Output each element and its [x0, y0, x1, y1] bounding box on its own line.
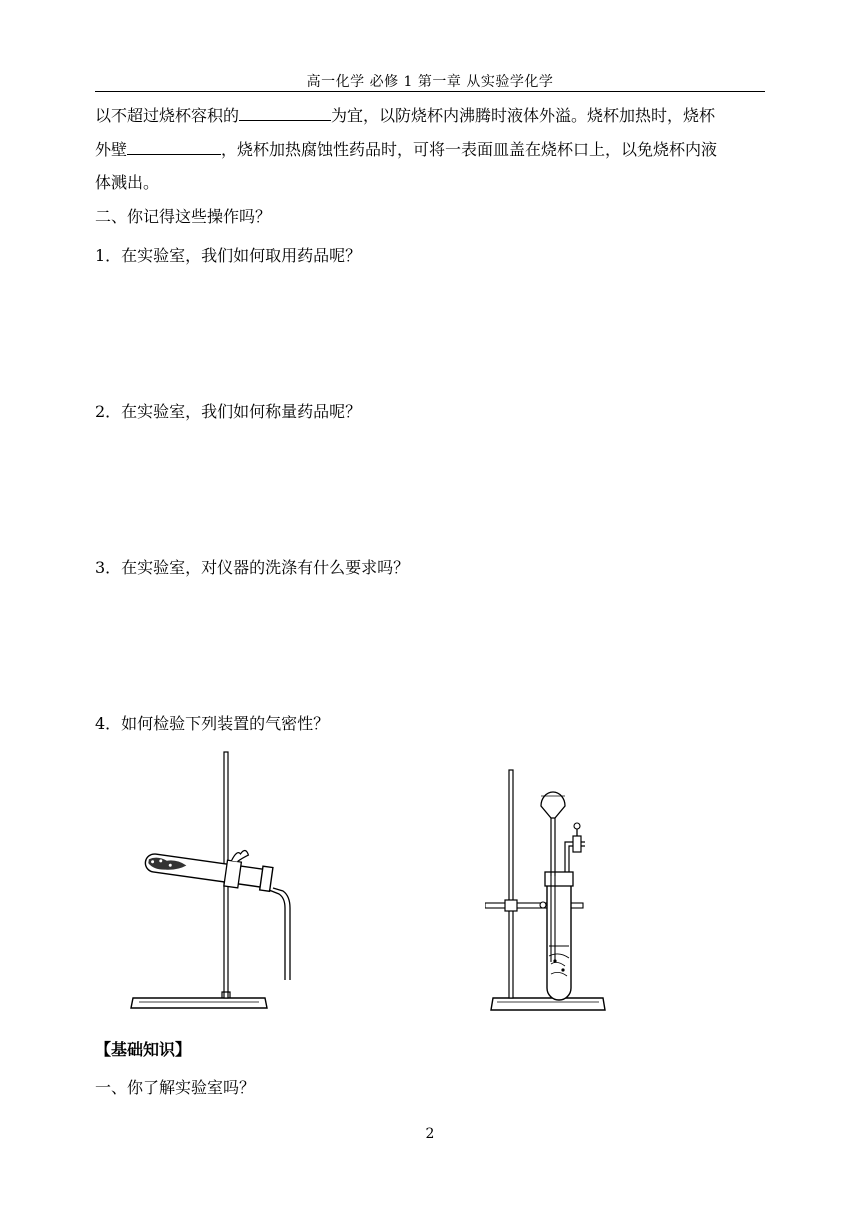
basics-item-1: 一、你了解实验室吗？ — [95, 1078, 256, 1097]
section-heading-operations: 二、你记得这些操作吗？ — [95, 207, 272, 226]
line2-text-before-blank: 外壁 — [95, 140, 128, 159]
header-rule — [95, 91, 765, 92]
apparatus-separatory-funnel-stand — [485, 766, 615, 1018]
answer-blank-1[interactable] — [239, 106, 331, 121]
line1-text-after-blank: 为宜，以防烧杯内沸腾时液体外溢。烧杯加热时，烧杯 — [331, 106, 716, 125]
page-number: 2 — [425, 1126, 435, 1142]
line2-text-after-blank: ，烧杯加热腐蚀性药品时，可将一表面皿盖在烧杯口上，以免烧杯内液 — [221, 140, 718, 159]
paragraph-line-2 — [95, 137, 717, 160]
paragraph-line-3: 体溅出。 — [95, 173, 160, 192]
question-1: 1．在实验室，我们如何取用药品呢？ — [95, 246, 362, 265]
basics-heading: 【基础知识】 — [95, 1040, 192, 1059]
apparatus-test-tube-stand — [125, 748, 325, 1018]
paragraph-line-1 — [95, 103, 715, 126]
question-3: 3．在实验室，对仪器的洗涤有什么要求吗？ — [95, 558, 410, 577]
question-2: 2．在实验室，我们如何称量药品呢？ — [95, 402, 362, 421]
page-header: 高一化学 必修 1 第一章 从实验学化学 — [306, 74, 554, 90]
question-4: 4．如何检验下列装置的气密性？ — [95, 714, 330, 733]
line1-text-before-blank: 以不超过烧杯容积的 — [95, 106, 240, 125]
answer-blank-2[interactable] — [127, 140, 221, 155]
